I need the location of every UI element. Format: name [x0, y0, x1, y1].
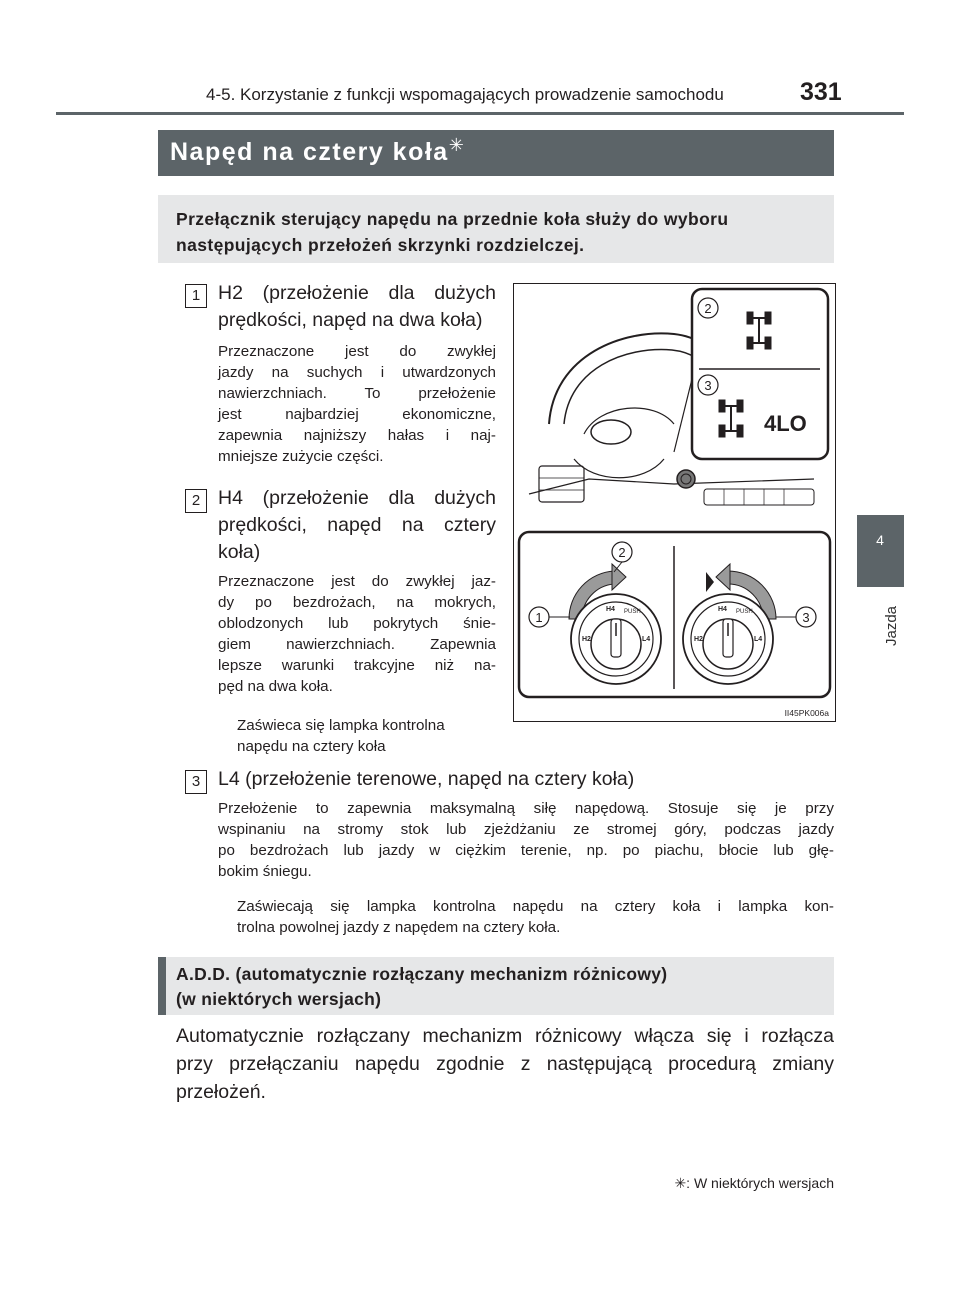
chapter-label [857, 590, 904, 650]
callout-number-2-dial: 2 [618, 545, 626, 560]
callout-number-3-panel: 3 [704, 378, 712, 393]
callout-number-3-dial: 3 [802, 610, 810, 625]
dial-label-l4-right: L4 [754, 636, 763, 643]
desc-line: dy po bezdrożach, na mokrych, [218, 594, 496, 611]
header-section-title: 4-5. Korzystanie z funkcji wspomagających prowadzenie samochodu [206, 85, 724, 104]
item-number-2: 2 [185, 489, 207, 513]
item-1-title-line: prędkości, napęd na dwa koła) [218, 309, 483, 331]
item-3-title: L4 (przełożenie terenowe, napęd na cztery koła) [218, 768, 635, 790]
body-line: przełożeń. [176, 1081, 266, 1103]
desc-line: zapewnia najniższy hałas i naj- [218, 427, 496, 444]
item-1-title [218, 280, 496, 334]
desc-line: jazdy na suchych i utwardzonych [218, 364, 496, 381]
desc-line: pęd na dwa koła. [218, 678, 333, 695]
note-line: napędu na cztery koła [237, 738, 386, 755]
footnote-asterisk-icon: ✳ [674, 1175, 687, 1191]
desc-line: lepsze warunki trakcyjne niż na- [218, 657, 496, 674]
note-line: Zaświeca się lampka kontrolna [237, 717, 445, 734]
dial-label-h2-left: H2 [582, 636, 591, 643]
subsection-body [176, 1022, 834, 1106]
note-line: trolna powolnej jazdy z napędem na cztery koła. [237, 919, 561, 936]
intro-text: Przełącznik sterujący napędu na przednie koła służy do wyboru następujących przełożeń skrzynki rozdzielczej. [176, 209, 729, 255]
header-divider [56, 112, 904, 115]
dial-label-push-left: PUSH [624, 609, 641, 615]
dial-label-push-right: PUSH [736, 609, 753, 615]
footnote [620, 1175, 834, 1192]
desc-line: giem nawierzchniach. Zapewnia [218, 636, 496, 653]
desc-line: Przeznaczone jest do zwykłej jaz- [218, 573, 496, 590]
chapter-tab [857, 515, 904, 587]
image-code: II45PK006a [784, 708, 829, 718]
callout-number-2-panel: 2 [704, 301, 712, 316]
item-2-description [218, 571, 496, 697]
desc-line: oblodzonych lub pokrytych śnie- [218, 615, 496, 632]
steering-logo [591, 420, 631, 444]
section-title [170, 135, 466, 167]
dial-label-h4-left: H4 [606, 606, 615, 613]
desc-line: nawierzchniach. To przełożenie [218, 385, 496, 402]
transfer-switch-knob [677, 470, 695, 488]
dial-label-l4-left: L4 [642, 636, 651, 643]
desc-line: Przeznaczone jest do zwykłej [218, 343, 496, 360]
chapter-label-text: Jazda [883, 605, 900, 646]
subsection-title [176, 962, 816, 1012]
4lo-indicator-label: 4LO [764, 411, 807, 436]
subsection-title-line: (w niektórych wersjach) [176, 989, 382, 1009]
desc-line: po bezdrożach lub jazdy w ciężkim terenie, np. po piachu, błocie lub głę- [218, 842, 834, 859]
illustration-svg [514, 284, 835, 721]
desc-line: Przełożenie to zapewnia maksymalną siłę napędową. Stosuje się je przy [218, 800, 834, 817]
page-number: 331 [800, 78, 842, 106]
subsection-accent-bar [158, 957, 166, 1015]
note-line: Zaświecają się lampka kontrolna napędu na cztery koła i lampka kon- [237, 898, 834, 915]
item-2-title-line: prędkości, napęd na cztery [218, 514, 496, 536]
desc-line: bokim śniegu. [218, 863, 312, 880]
callout-number-1-dial: 1 [535, 610, 543, 625]
desc-line: mniejsze zużycie części. [218, 448, 384, 465]
desc-line: jest najbardziej ekonomiczne, [218, 406, 496, 423]
item-2-title-line: H4 (przełożenie dla dużych [218, 487, 496, 509]
dial-label-h4-right: H4 [718, 606, 727, 613]
item-3-indicator-note [237, 896, 834, 938]
item-1-description [218, 341, 496, 467]
item-3-description [218, 798, 834, 882]
item-1-title-line: H2 (przełożenie dla dużych [218, 282, 496, 304]
item-2-title-line: koła) [218, 541, 261, 563]
item-2-indicator-note [237, 715, 499, 757]
footnote-text: : W niektórych wersjach [686, 1175, 834, 1191]
dial-label-h2-right: H2 [694, 636, 703, 643]
body-line: Automatycznie rozłączany mechanizm różnicowy włącza się i rozłącza [176, 1025, 834, 1047]
desc-line: wspinaniu na stromy stok lub zjeżdżaniu ze stromej góry, podczas jazdy [218, 821, 834, 838]
chapter-number: 4 [876, 532, 884, 548]
item-2-title [218, 485, 496, 566]
asterisk-icon: ✳ [448, 135, 466, 155]
section-title-text: Napęd na cztery koła [170, 138, 449, 166]
body-line: przy przełączaniu napędu zgodnie z następującą procedurą zmiany [176, 1053, 834, 1075]
item-number-3: 3 [185, 770, 207, 794]
item-number-1: 1 [185, 284, 207, 308]
subsection-title-line: A.D.D. (automatycznie rozłączany mechanizm różnicowy) [176, 964, 668, 984]
transfer-switch-illustration [513, 283, 836, 722]
